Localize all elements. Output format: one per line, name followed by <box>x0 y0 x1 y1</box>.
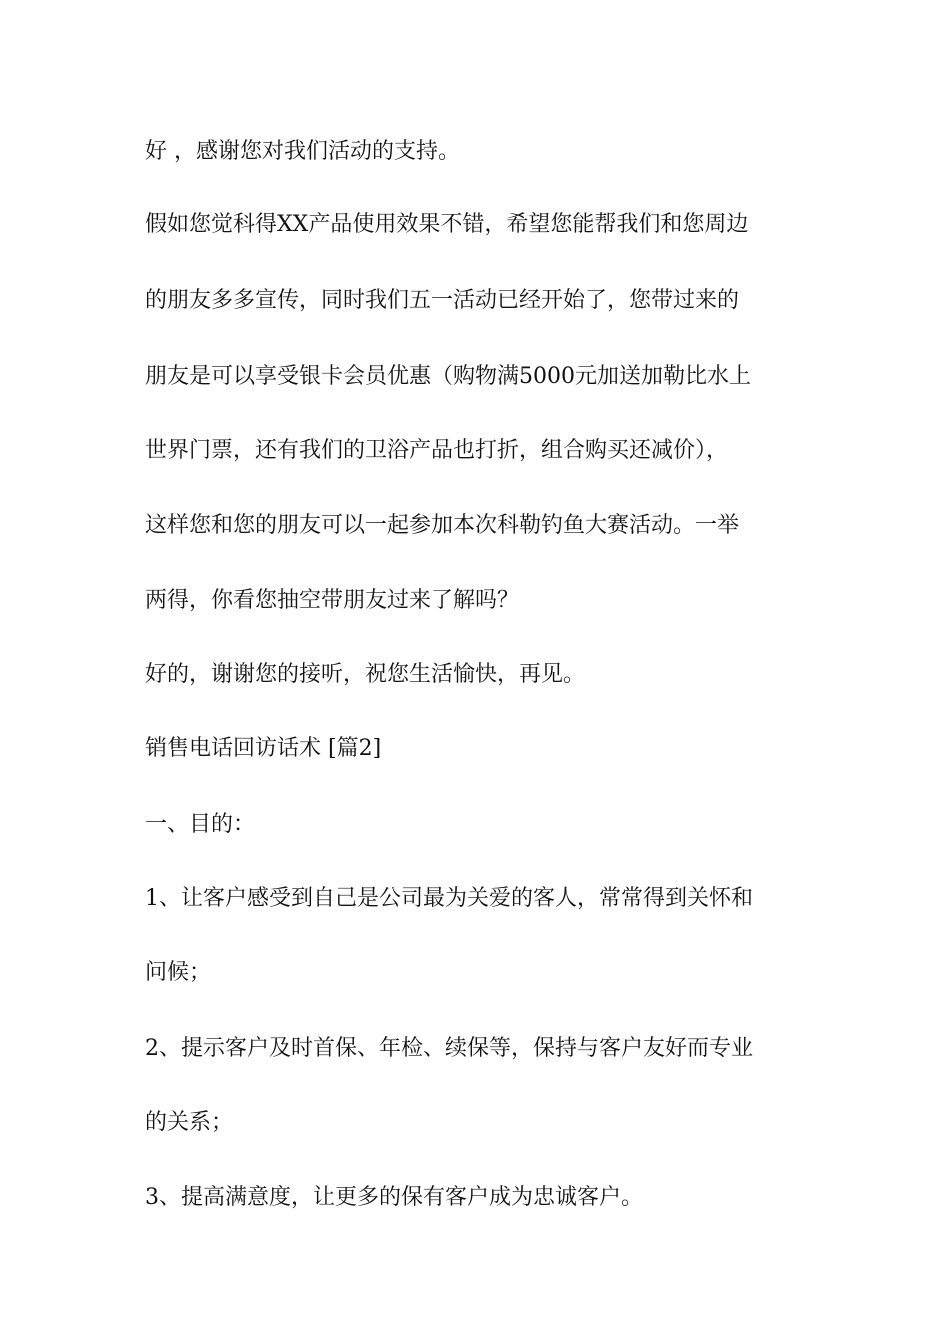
text-line: 两得，你看您抽空带朋友过来了解吗？ <box>145 588 520 613</box>
text-line: 的朋友多多宣传，同时我们五一活动已经开始了，您带过来的 <box>145 288 740 313</box>
text-line: 好的，谢谢您的接听，祝您生活愉快，再见。 <box>145 662 586 687</box>
text-line: 朋友是可以享受银卡会员优惠（购物满5000元加送加勒比水上 <box>145 364 751 389</box>
text-line: 假如您觉科得XX产品使用效果不错，希望您能帮我们和您周边 <box>145 212 749 237</box>
subheading: 一、目的： <box>145 812 256 837</box>
section-heading: 销售电话回访话术 [篇2] <box>145 736 382 761</box>
text-line: 世界门票，还有我们的卫浴产品也打折，组合购买还减价）， <box>145 438 729 463</box>
list-item: 3、提高满意度，让更多的保有客户成为忠诚客户。 <box>145 1185 643 1210</box>
list-item-continuation: 的关系； <box>145 1110 234 1135</box>
list-item-continuation: 问候； <box>145 960 212 985</box>
list-item: 2、提示客户及时首保、年检、续保等，保持与客户友好而专业 <box>145 1036 753 1061</box>
list-item: 1、让客户感受到自己是公司最为关爱的客人，常常得到关怀和 <box>145 886 753 911</box>
text-line: 好 ，感谢您对我们活动的支持。 <box>145 139 460 164</box>
text-line: 这样您和您的朋友可以一起参加本次科勒钓鱼大赛活动。一举 <box>145 513 740 538</box>
